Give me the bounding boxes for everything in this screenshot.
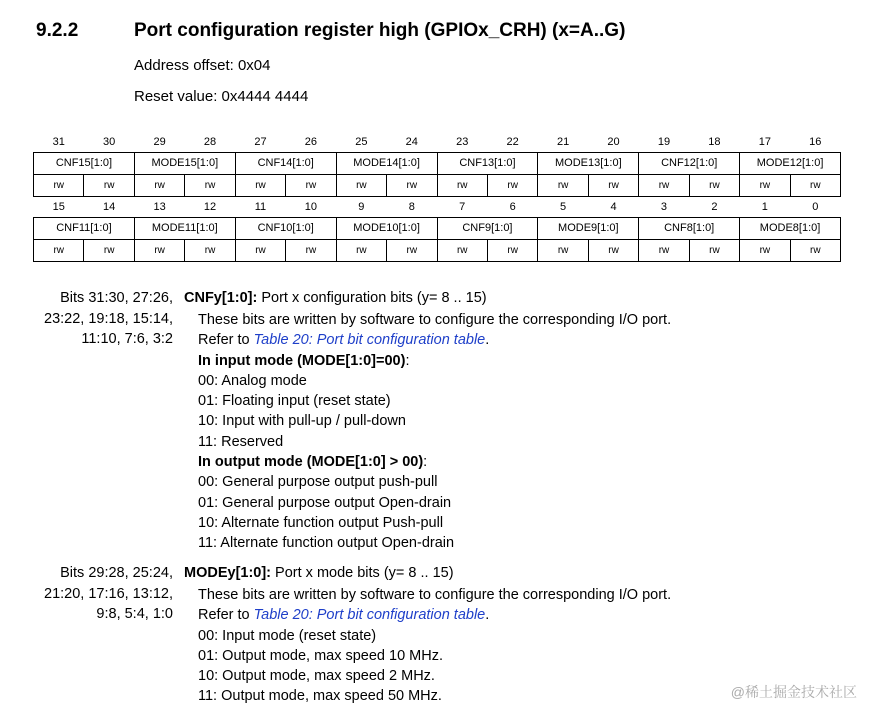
table-20-link[interactable]: Table 20: Port bit configuration table: [253, 332, 486, 349]
watermark: @稀土掘金技术社区: [730, 684, 857, 700]
mode-bit-range: Bits 29:28, 25:24, 21:20, 17:16, 13:12, 9:8, 5:4, 1:0: [44, 565, 173, 622]
bit-number: 22: [506, 135, 519, 148]
access-type: rw: [286, 239, 336, 261]
section-heading: [36, 20, 625, 42]
register-field: MODE8[1:0]: [740, 217, 841, 239]
bit-number: 17: [758, 135, 771, 148]
access-type: rw: [689, 239, 739, 261]
bit-number: 18: [708, 135, 721, 148]
cnf-bit-range: Bits 31:30, 27:26, 23:22, 19:18, 15:14, 11:10, 7:6, 3:2: [44, 290, 173, 347]
register-field: CNF15[1:0]: [34, 152, 135, 174]
access-type: rw: [790, 239, 840, 261]
register-field: CNF14[1:0]: [235, 152, 336, 174]
bit-number: 10: [304, 200, 318, 213]
bit-number: 6: [509, 200, 516, 213]
access-type: rw: [689, 174, 739, 196]
bit-number: 25: [355, 135, 368, 148]
bit-number: 27: [254, 135, 267, 148]
cnf-body: [198, 310, 671, 554]
bit-number: 12: [203, 200, 217, 213]
access-type: rw: [185, 174, 235, 196]
address-offset: Address offset: 0x04: [134, 57, 271, 74]
register-field: MODE14[1:0]: [336, 152, 437, 174]
reset-value: Reset value: 0x4444 4444: [134, 88, 309, 105]
cnf-field-name: CNFy[1:0]:: [184, 290, 258, 306]
bit-number: 4: [610, 200, 617, 213]
access-type: rw: [588, 174, 638, 196]
bit-number: 23: [456, 135, 469, 148]
mode-heading: [184, 563, 454, 584]
access-type: rw: [740, 174, 790, 196]
bit-number: 13: [153, 200, 166, 213]
output-mode-item: 01: General purpose output Open-drain: [198, 494, 452, 511]
bit-number: 14: [103, 200, 116, 213]
access-type: rw: [34, 174, 84, 196]
cnf-heading: [184, 288, 487, 309]
register-field: CNF11[1:0]: [34, 217, 135, 239]
bit-number: 16: [809, 135, 822, 148]
access-type: rw: [286, 174, 336, 196]
field-names-row: [34, 217, 841, 239]
access-type: rw: [639, 239, 689, 261]
register-field: MODE9[1:0]: [538, 217, 639, 239]
input-mode-item: 11: Reserved: [198, 433, 284, 450]
register-field: CNF12[1:0]: [639, 152, 740, 174]
bit-number: 24: [405, 135, 418, 148]
bit-number: 9: [358, 200, 365, 213]
input-mode-item: 10: Input with pull-up / pull-down: [198, 413, 406, 430]
access-type: rw: [84, 239, 134, 261]
bit-number: 1: [761, 200, 768, 213]
bit-number: 31: [52, 135, 65, 148]
mode-body: [198, 585, 671, 707]
bit-number: 20: [607, 135, 620, 148]
section-title: Port configuration register high (GPIOx_CRH) (x=A..G): [134, 20, 626, 41]
register-field: CNF8[1:0]: [639, 217, 740, 239]
mode-item: 10: Output mode, max speed 2 MHz.: [198, 668, 435, 685]
access-type: rw: [84, 174, 134, 196]
bit-numbers-row: [34, 197, 841, 217]
register-field: CNF13[1:0]: [437, 152, 538, 174]
access-type: rw: [487, 174, 537, 196]
access-type: rw: [235, 174, 285, 196]
access-type: rw: [487, 239, 537, 261]
bit-number: 8: [408, 200, 415, 213]
output-mode-heading: In output mode (MODE[1:0] > 00):: [198, 454, 428, 471]
access-type: rw: [185, 239, 235, 261]
cnf-summary: Port x configuration bits (y= 8 .. 15): [257, 290, 487, 306]
access-type: rw: [538, 239, 588, 261]
mode-item: 00: Input mode (reset state): [198, 627, 377, 644]
output-mode-item: 11: Alternate function output Open-drain: [198, 535, 455, 552]
bit-number: 7: [459, 200, 466, 213]
bit-number: 2: [711, 200, 718, 213]
access-type: rw: [588, 239, 638, 261]
bit-number: 3: [660, 200, 668, 213]
bit-number: 29: [153, 135, 166, 148]
output-mode-item: 10: Alternate function output Push-pull: [198, 514, 444, 531]
access-type: rw: [437, 239, 487, 261]
section-number: 9.2.2: [36, 20, 79, 41]
input-mode-item: 01: Floating input (reset state): [198, 393, 391, 410]
access-type: rw: [639, 174, 689, 196]
access-type: rw: [387, 239, 437, 261]
bit-number: 26: [304, 135, 318, 148]
bit-number: 28: [203, 135, 217, 148]
access-type: rw: [387, 174, 437, 196]
access-type: rw: [437, 174, 487, 196]
register-field: CNF10[1:0]: [235, 217, 336, 239]
register-field: MODE11[1:0]: [134, 217, 235, 239]
access-row: [34, 239, 841, 261]
access-type: rw: [790, 174, 840, 196]
cnf-refer: Refer to Table 20: Port bit configuration table.: [198, 332, 490, 349]
register-upper-table: [33, 132, 841, 197]
access-type: rw: [235, 239, 285, 261]
mode-item: 11: Output mode, max speed 50 MHz.: [198, 688, 442, 705]
bit-numbers-row: [34, 132, 841, 152]
register-field: MODE12[1:0]: [740, 152, 841, 174]
bit-number: 5: [560, 200, 567, 213]
mode-desc: These bits are written by software to configure the corresponding I/O port.: [198, 587, 672, 603]
mode-refer: Refer to Table 20: Port bit configuration table.: [198, 607, 490, 624]
mode-item: 01: Output mode, max speed 10 MHz.: [198, 647, 444, 664]
bit-number: 19: [657, 135, 671, 148]
access-type: rw: [336, 174, 386, 196]
access-type: rw: [740, 239, 790, 261]
access-type: rw: [134, 174, 184, 196]
register-field: MODE10[1:0]: [336, 217, 437, 239]
mode-summary: Port x mode bits (y= 8 .. 15): [271, 565, 454, 581]
bit-number: 15: [52, 200, 65, 213]
bit-number: 30: [103, 135, 116, 148]
output-mode-item: 00: General purpose output push-pull: [198, 474, 438, 491]
bit-number: 21: [556, 135, 570, 148]
mode-field-name: MODEy[1:0]:: [184, 565, 272, 581]
field-names-row: [34, 152, 841, 174]
cnf-desc: These bits are written by software to configure the corresponding I/O port.: [198, 312, 672, 328]
input-mode-heading: In input mode (MODE[1:0]=00):: [198, 352, 410, 369]
register-field: MODE13[1:0]: [538, 152, 639, 174]
register-field: CNF9[1:0]: [437, 217, 538, 239]
access-type: rw: [538, 174, 588, 196]
access-type: rw: [34, 239, 84, 261]
bit-number: 11: [254, 200, 267, 213]
access-row: [34, 174, 841, 196]
access-type: rw: [336, 239, 386, 261]
access-type: rw: [134, 239, 184, 261]
table-20-link[interactable]: Table 20: Port bit configuration table: [253, 607, 486, 624]
input-mode-item: 00: Analog mode: [198, 372, 307, 389]
register-lower-table: [33, 197, 841, 262]
register-field: MODE15[1:0]: [134, 152, 235, 174]
bit-number: 0: [812, 200, 819, 213]
